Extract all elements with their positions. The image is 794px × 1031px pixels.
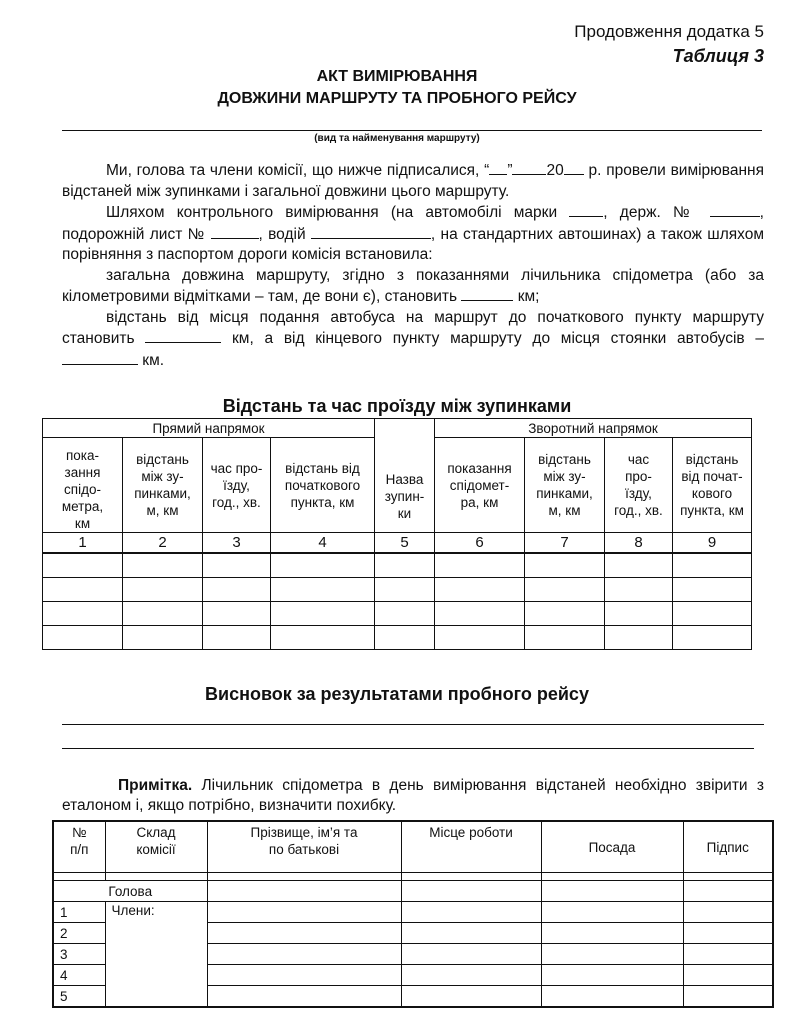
table-cell xyxy=(683,873,773,881)
table-cell[interactable] xyxy=(207,902,401,923)
table-cell xyxy=(207,873,401,881)
table-cell[interactable] xyxy=(123,578,203,602)
table-cell[interactable] xyxy=(673,578,752,602)
row-number: 5 xyxy=(53,986,105,1008)
table-cell[interactable] xyxy=(541,923,683,944)
table-cell[interactable] xyxy=(605,602,673,626)
p2-text-b: , держ. № xyxy=(603,204,710,221)
col-number-9: 9 xyxy=(673,533,752,554)
table-cell[interactable] xyxy=(401,944,541,965)
col-number-4: 4 xyxy=(271,533,375,554)
waybill-number-blank[interactable] xyxy=(211,224,259,239)
end-distance-blank[interactable] xyxy=(62,350,138,365)
table-cell xyxy=(53,873,105,881)
table-cell[interactable] xyxy=(525,578,605,602)
table-cell[interactable] xyxy=(207,965,401,986)
table-cell[interactable] xyxy=(43,553,123,578)
act-title-line1: АКТ ВИМІРЮВАННЯ xyxy=(316,68,478,85)
members-label: Члени: xyxy=(105,902,207,1008)
table-cell[interactable] xyxy=(401,923,541,944)
table-cell[interactable] xyxy=(43,578,123,602)
row-number: 2 xyxy=(53,923,105,944)
table-cell[interactable] xyxy=(683,944,773,965)
table-cell[interactable] xyxy=(207,881,401,902)
conclusion-title: Висновок за результатами пробного рейсу xyxy=(205,684,589,704)
table-cell[interactable] xyxy=(375,602,435,626)
driver-blank[interactable] xyxy=(311,224,431,239)
table-cell[interactable] xyxy=(401,902,541,923)
start-distance-blank[interactable] xyxy=(145,328,221,343)
table-cell[interactable] xyxy=(207,986,401,1008)
col-number-3: 3 xyxy=(203,533,271,554)
col-header-3: час про- їзду, год., хв. xyxy=(203,438,271,533)
table-cell[interactable] xyxy=(673,626,752,650)
table-cell[interactable] xyxy=(435,578,525,602)
note-text: Лічильник спідометра в день вимірювання відстаней необхідно звірити з еталоном і, якщо потрібно, визначити похибку. xyxy=(62,777,764,814)
table-cell[interactable] xyxy=(207,923,401,944)
route-caption: (вид та найменування маршруту) xyxy=(314,133,480,144)
table-cell xyxy=(541,873,683,881)
commission-col-name: Прізвище, ім’я та по батькові xyxy=(207,821,401,873)
car-brand-blank[interactable] xyxy=(569,202,603,217)
paragraph-commission xyxy=(62,160,764,202)
p1-text-a: Ми, голова та члени комісії, що нижче підписалися, “ xyxy=(106,162,490,179)
table-cell[interactable] xyxy=(203,626,271,650)
table-cell[interactable] xyxy=(683,965,773,986)
col-number-1: 1 xyxy=(43,533,123,554)
table-cell[interactable] xyxy=(435,553,525,578)
table-cell[interactable] xyxy=(673,602,752,626)
table-cell[interactable] xyxy=(271,578,375,602)
paragraph-measurement xyxy=(62,202,764,266)
table-cell[interactable] xyxy=(401,965,541,986)
table-cell[interactable] xyxy=(271,602,375,626)
member-row xyxy=(53,902,773,923)
p1-text-d: р. провели вимірювання відстаней між зупинками і загальної довжини цього маршруту. xyxy=(62,162,764,200)
table-cell[interactable] xyxy=(541,902,683,923)
head-label: Голова xyxy=(53,881,207,902)
commission-col-role: Склад комісії xyxy=(105,821,207,873)
table-row xyxy=(43,553,752,578)
commission-col-workplace: Місце роботи xyxy=(401,821,541,873)
table-label: Таблиця 3 xyxy=(672,46,764,66)
col-header-6: показання спідомет- ра, км xyxy=(435,438,525,533)
row-number: 4 xyxy=(53,965,105,986)
route-name-line[interactable] xyxy=(62,130,762,131)
table-cell[interactable] xyxy=(541,965,683,986)
table-cell[interactable] xyxy=(525,553,605,578)
p2-text-a: Шляхом контрольного вимірювання (на автомобілі марки xyxy=(106,204,570,221)
table-cell[interactable] xyxy=(683,902,773,923)
table-cell[interactable] xyxy=(401,986,541,1008)
continuation-label: Продовження додатка 5 xyxy=(574,22,764,41)
col-header-4: відстань від початкового пункта, км xyxy=(271,438,375,533)
p3-text-a: загальна довжина маршруту, згідно з показаннями лічильника спідометра (або за кілометровими відмітками – там, де вони є), становить xyxy=(62,266,764,305)
p2-text-c: , подорожній лист № xyxy=(62,204,764,243)
table-cell[interactable] xyxy=(123,553,203,578)
p2-text-d: , водій xyxy=(258,225,311,243)
table-row xyxy=(43,626,752,650)
col-header-5: Назва зупин- ки xyxy=(375,419,435,533)
table-cell[interactable] xyxy=(271,553,375,578)
table-cell[interactable] xyxy=(123,626,203,650)
table-cell[interactable] xyxy=(605,626,673,650)
conclusion-line-2[interactable] xyxy=(62,748,754,749)
note-block xyxy=(62,776,764,816)
stops-table xyxy=(42,418,752,650)
table-cell[interactable] xyxy=(435,602,525,626)
table-cell[interactable] xyxy=(203,578,271,602)
col-number-5: 5 xyxy=(375,533,435,554)
plate-number-blank[interactable] xyxy=(710,202,760,217)
table-cell[interactable] xyxy=(401,881,541,902)
paragraph-distances xyxy=(62,308,764,372)
table-cell[interactable] xyxy=(43,626,123,650)
commission-table xyxy=(52,820,774,1008)
stops-table-title: Відстань та час проїзду між зупинками xyxy=(222,396,572,416)
table-cell[interactable] xyxy=(207,944,401,965)
col-header-2: відстань між зу- пинками, м, км xyxy=(123,438,203,533)
conclusion-line-1[interactable] xyxy=(62,724,764,725)
table-cell[interactable] xyxy=(683,923,773,944)
col-header-8: час про- їзду, год., хв. xyxy=(605,438,673,533)
table-row xyxy=(53,873,773,881)
table-cell[interactable] xyxy=(43,602,123,626)
table-cell[interactable] xyxy=(605,578,673,602)
note-label: Примітка. xyxy=(118,777,193,794)
table-cell[interactable] xyxy=(525,626,605,650)
table-row xyxy=(43,602,752,626)
table-cell[interactable] xyxy=(375,626,435,650)
table-cell[interactable] xyxy=(435,626,525,650)
col-number-6: 6 xyxy=(435,533,525,554)
p4-text-a: відстань від місця подання автобуса на маршрут до початкового пункту маршруту становить xyxy=(62,308,764,347)
act-body xyxy=(62,160,764,371)
table-cell[interactable] xyxy=(375,578,435,602)
table-cell[interactable] xyxy=(605,553,673,578)
p4-text-b: км, а від кінцевого пункту маршруту до місця стоянки автобусів – xyxy=(221,330,764,347)
table-cell xyxy=(105,873,207,881)
table-cell xyxy=(401,873,541,881)
p4-text-c: км. xyxy=(138,351,165,369)
commission-col-signature: Підпис xyxy=(683,821,773,873)
table-cell[interactable] xyxy=(123,602,203,626)
p1-text-b: ” xyxy=(507,162,513,179)
p1-text-c: 20 xyxy=(546,162,564,179)
p3-text-b: км; xyxy=(513,288,540,305)
table-cell[interactable] xyxy=(541,944,683,965)
table-cell[interactable] xyxy=(271,626,375,650)
table-cell[interactable] xyxy=(683,881,773,902)
col-header-9: відстань від почат- кового пункта, км xyxy=(673,438,752,533)
col-header-1: пока- зання спідо- метра, км xyxy=(43,438,123,533)
table-cell[interactable] xyxy=(203,602,271,626)
forward-direction-header: Прямий напрямок xyxy=(43,419,375,438)
table-cell[interactable] xyxy=(203,553,271,578)
row-number: 3 xyxy=(53,944,105,965)
row-number: 1 xyxy=(53,902,105,923)
table-cell[interactable] xyxy=(683,986,773,1008)
head-row xyxy=(53,881,773,902)
commission-col-position: Посада xyxy=(541,821,683,873)
table-cell[interactable] xyxy=(673,553,752,578)
table-cell[interactable] xyxy=(375,553,435,578)
table-row xyxy=(43,578,752,602)
day-blank[interactable] xyxy=(489,160,507,175)
col-number-8: 8 xyxy=(605,533,673,554)
month-blank[interactable] xyxy=(512,160,546,175)
paragraph-total-length xyxy=(62,266,764,308)
col-header-7: відстань між зу- пинками, м, км xyxy=(525,438,605,533)
col-number-7: 7 xyxy=(525,533,605,554)
table-cell[interactable] xyxy=(541,986,683,1008)
act-title-line2: ДОВЖИНИ МАРШРУТУ ТА ПРОБНОГО РЕЙСУ xyxy=(217,90,577,107)
year-blank[interactable] xyxy=(564,160,584,175)
table-cell[interactable] xyxy=(541,881,683,902)
commission-col-number: № п/п xyxy=(53,821,105,873)
col-number-2: 2 xyxy=(123,533,203,554)
reverse-direction-header: Зворотний напрямок xyxy=(435,419,752,438)
total-length-blank[interactable] xyxy=(461,286,513,301)
p2-text-e: , на стандартних автошинах) а також шляхом порівняння з паспортом дороги комісія встановила: xyxy=(62,225,764,263)
table-cell[interactable] xyxy=(525,602,605,626)
